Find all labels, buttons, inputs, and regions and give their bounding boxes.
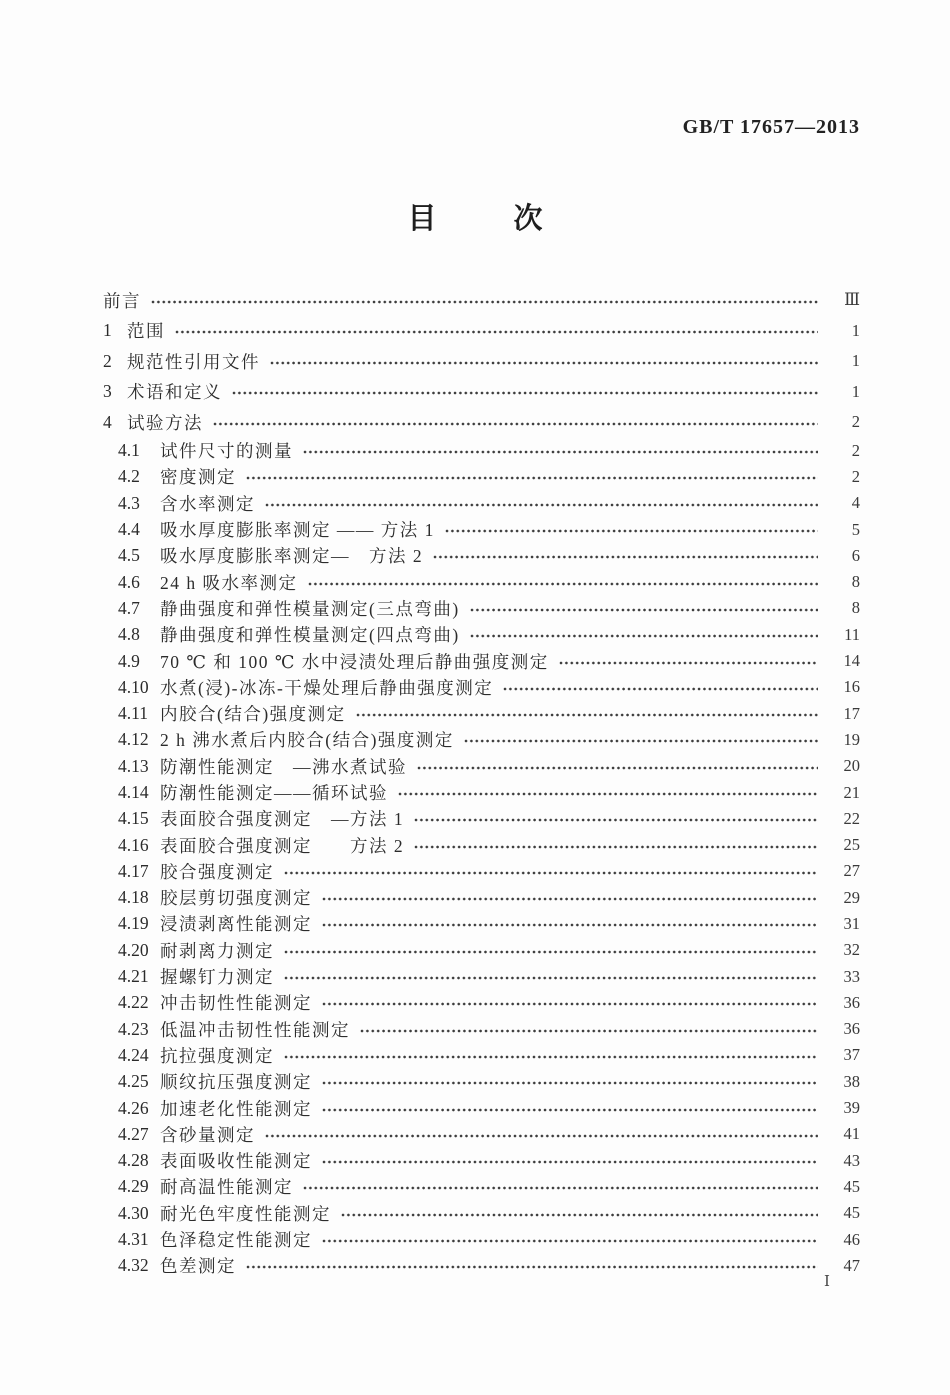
dot-leader [464,734,818,749]
toc-entry-number: 2 [103,350,112,371]
dot-leader [559,656,818,671]
toc-entry-page: 43 [843,1150,860,1170]
toc-entry-title: 胶层剪切强度测定 [160,888,312,909]
toc-entry-number: 4.17 [118,860,149,881]
dot-leader [175,325,818,340]
toc-entry [103,1226,860,1252]
toc-entry-number: 4.11 [118,703,148,724]
toc-entry-title: 2 h 沸水煮后内胶合(结合)强度测定 [160,730,454,751]
dot-leader [265,498,818,513]
toc-entry-page: 45 [843,1176,860,1196]
page-number: Ⅰ [824,1274,830,1290]
toc-entry-page: 38 [843,1071,860,1091]
toc-entry-number: 4.23 [118,1018,149,1039]
toc-entry-title: 吸水厚度膨胀率测定 —— 方法 1 [160,520,435,541]
toc-entry-title: 静曲强度和弹性模量测定(四点弯曲) [160,625,460,646]
toc-entry-page: 25 [843,835,860,855]
standard-number: GB/T 17657—2013 [682,116,860,138]
toc-entry [103,285,860,316]
toc-entry [103,963,860,989]
dot-leader [360,1024,818,1039]
toc-entry [103,622,860,648]
toc-entry [103,464,860,490]
toc-entry-title: 耐高温性能测定 [160,1177,293,1198]
toc-entry [103,885,860,911]
toc-entry-title: 含水率测定 [160,493,255,514]
toc-entry-number: 4.20 [118,939,149,960]
dot-leader [414,840,818,855]
toc-entry-title: 顺纹抗压强度测定 [160,1072,312,1093]
toc-entry-number: 4.7 [118,597,140,618]
toc-entry-number: 4.15 [118,808,149,829]
toc-entry-page: 1 [851,320,860,340]
toc-entry-number: 4.27 [118,1123,149,1144]
toc-entry-title: 密度测定 [160,467,236,488]
toc-entry-number: 4.5 [118,545,140,566]
toc-entry-number: 4.1 [118,440,140,461]
toc-entry-page: 41 [843,1124,860,1144]
toc-entry-number: 4.14 [118,782,149,802]
toc-entry-title: 低温冲击韧性性能测定 [160,1019,350,1040]
toc-entry-title: 胶合强度测定 [160,861,274,882]
dot-leader [417,761,818,776]
toc-entry [103,595,860,621]
toc-entry-number: 4.29 [118,1176,149,1197]
toc-entry [103,490,860,516]
dot-leader [151,295,818,310]
dot-leader [270,356,818,371]
toc-entry-number: 4.18 [118,887,149,908]
dot-leader [232,386,818,401]
toc-entry-number: 4.22 [118,992,149,1013]
toc-entry-number: 4.16 [118,834,149,855]
toc-entry-number: 4.3 [118,492,140,513]
toc-entry-number: 4.2 [118,466,140,487]
toc-entry-number: 4.28 [118,1150,149,1171]
dot-leader [246,1260,818,1275]
toc-entry-page: 47 [843,1255,860,1275]
dot-leader [470,629,818,644]
dot-leader [308,577,819,592]
toc-entry [103,1148,860,1174]
toc-entry-title: 内胶合(结合)强度测定 [160,704,346,725]
toc-entry-page: 37 [843,1045,860,1065]
toc-entry-number: 4.9 [118,650,140,671]
toc-entry-title: 试件尺寸的测量 [160,441,293,462]
toc-entry-title: 范围 [127,321,165,342]
dot-leader [303,445,818,460]
dot-leader [213,417,818,432]
toc-entry-number: 4 [103,411,112,432]
toc-entry-page: 8 [851,572,860,592]
toc-entry-title: 浸渍剥离性能测定 [160,914,312,935]
toc-entry [103,753,860,779]
toc-entry-page: 14 [843,651,860,671]
toc-entry-page: 2 [851,440,860,460]
toc-entry-title: 色差测定 [160,1256,236,1277]
toc-entry-title: 水煮(浸)-冰冻-干燥处理后静曲强度测定 [160,677,494,698]
toc-entry [103,911,860,937]
dot-leader [433,550,818,565]
toc-entry [103,674,860,700]
dot-leader [322,918,818,933]
toc-entry-title: 静曲强度和弹性模量测定(三点弯曲) [160,598,460,619]
toc-entry [103,569,860,595]
toc-entry-page: 2 [851,412,860,432]
toc-entry-page: 29 [843,887,860,907]
toc-list [103,285,860,1279]
toc-entry-number: 4.30 [118,1202,149,1223]
toc-entry [103,937,860,963]
toc-entry [103,438,860,464]
dot-leader [284,1050,818,1065]
toc-entry-page: 8 [851,598,860,618]
dot-leader [322,997,818,1012]
toc-entry-page: 17 [843,703,860,723]
toc-entry [103,1253,860,1279]
dot-leader [284,945,818,960]
dot-leader [322,1234,818,1249]
toc-entry-number: 4.12 [118,729,149,750]
dot-leader [284,971,818,986]
toc-entry [103,1174,860,1200]
dot-leader [414,813,818,828]
toc-entry-title: 前言 [103,290,141,311]
toc-entry-page: 20 [843,756,860,776]
dot-leader [470,603,818,618]
dot-leader [356,708,818,723]
toc-entry-title: 握螺钉力测定 [160,967,274,988]
dot-leader [445,524,818,539]
toc-entry [103,700,860,726]
toc-entry-title: 70 ℃ 和 100 ℃ 水中浸渍处理后静曲强度测定 [160,651,549,672]
toc-entry [103,516,860,542]
toc-entry-title: 表面胶合强度测定 —方法 1 [160,809,405,830]
toc-entry [103,779,860,805]
toc-entry-page: 33 [843,966,860,986]
toc-entry [103,543,860,569]
toc-entry-number: 4.32 [118,1255,149,1276]
toc-entry [103,1200,860,1226]
toc-entry-title: 24 h 吸水率测定 [160,572,298,593]
toc-entry-title: 加速老化性能测定 [160,1098,312,1119]
toc-entry-page: 32 [843,940,860,960]
toc-entry-page: 31 [843,913,860,933]
toc-entry [103,316,860,347]
toc-entry-page: 16 [843,677,860,697]
dot-leader [341,1208,818,1223]
toc-entry-number: 3 [103,381,112,402]
toc-entry-title: 耐剥离力测定 [160,940,274,961]
dot-leader [322,1103,818,1118]
dot-leader [246,471,818,486]
toc-entry-title: 表面胶合强度测定 方法 2 [160,835,405,856]
toc-entry-title: 防潮性能测定——循环试验 [160,783,388,803]
page-title: 目 次 [407,203,567,235]
toc-entry-number: 4.24 [118,1044,149,1065]
toc-entry-title: 色泽稳定性能测定 [160,1230,312,1251]
toc-entry-page: 21 [843,782,860,802]
toc-entry [103,377,860,408]
toc-entry-title: 规范性引用文件 [127,351,260,372]
toc-entry-title: 抗拉强度测定 [160,1045,274,1066]
dot-leader [503,682,818,697]
dot-leader [398,787,818,802]
toc-entry-number: 4.19 [118,913,149,934]
toc-entry-page: 5 [851,519,860,539]
toc-entry [103,1069,860,1095]
toc-entry-title: 术语和定义 [127,382,222,403]
toc-entry-number: 1 [103,320,112,341]
toc-entry-number: 4.13 [118,755,149,776]
dot-leader [322,1155,818,1170]
toc-entry-page: 6 [851,545,860,565]
toc-entry-page: 45 [843,1203,860,1223]
toc-entry-number: 4.8 [118,624,140,645]
toc-entry-title: 含砂量测定 [160,1124,255,1145]
toc-entry-page: 1 [851,351,860,371]
toc-entry-title: 耐光色牢度性能测定 [160,1203,331,1224]
toc-entry-number: 4.6 [118,571,140,592]
toc-entry-number: 4.21 [118,966,149,987]
toc-entry-page: 39 [843,1098,860,1118]
toc-entry [103,990,860,1016]
toc-entry [103,407,860,438]
toc-entry [103,858,860,884]
dot-leader [284,866,818,881]
dot-leader [322,892,818,907]
toc-entry [103,806,860,832]
toc-entry-page: 22 [843,808,860,828]
toc-entry-number: 4.25 [118,1071,149,1092]
toc-entry-page: 19 [843,729,860,749]
toc-entry-page: 36 [843,1019,860,1039]
toc-entry [103,648,860,674]
toc-entry [103,1016,860,1042]
dot-leader [303,1181,818,1196]
toc-entry [103,1095,860,1121]
toc-entry-title: 试验方法 [127,412,203,433]
toc-entry-number: 4.10 [118,676,149,697]
toc-entry [103,727,860,753]
toc-entry-title: 防潮性能测定 —沸水煮试验 [160,756,407,777]
toc-entry-number: 4.31 [118,1229,149,1250]
toc-entry [103,1042,860,1068]
toc-entry-page: 2 [851,466,860,486]
toc-entry-page: 36 [843,992,860,1012]
toc-entry-page: 27 [843,861,860,881]
toc-entry-title: 冲击韧性性能测定 [160,993,312,1014]
dot-leader [322,1076,818,1091]
toc-entry-page: Ⅲ [844,290,860,310]
toc-entry-page: 1 [851,381,860,401]
toc-entry-page: 46 [843,1229,860,1249]
toc-entry [103,1121,860,1147]
toc-entry [103,832,860,858]
toc-entry-title: 表面吸收性能测定 [160,1151,312,1172]
toc-entry-title: 吸水厚度膨胀率测定— 方法 2 [160,546,424,567]
toc-entry-page: 4 [851,493,860,513]
toc-entry [103,346,860,377]
toc-entry-page: 11 [844,624,860,644]
toc-entry-number: 4.26 [118,1097,149,1118]
toc-entry-number: 4.4 [118,519,140,540]
dot-leader [265,1129,818,1144]
